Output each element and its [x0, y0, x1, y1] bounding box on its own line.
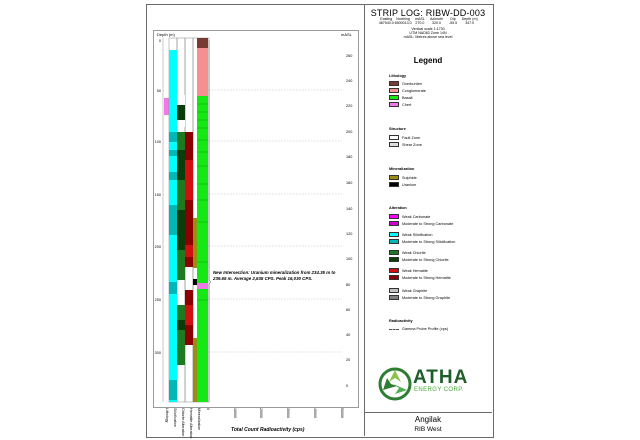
depth-tick: 0 [158, 39, 161, 43]
depth-tick: 50 [156, 89, 161, 93]
strong-graphite-swatch [389, 295, 399, 300]
annotation-line-2: 239.65 m. Average 2,635 CPS. Peak 16,030 CPS. [213, 276, 313, 281]
weak-graphite-swatch [389, 288, 399, 293]
collar-header: Easting [380, 17, 393, 21]
legend-item: Chert [389, 102, 411, 107]
strip-log-title: STRIP LOG: RIBW-DD-003 [370, 8, 486, 18]
column-label-lithology: Lithology [165, 408, 169, 423]
collar-notes [368, 27, 488, 40]
weak-carbonate-swatch [389, 214, 399, 219]
depth-tick: 200 [154, 245, 161, 249]
strong-chlorite-swatch [389, 257, 399, 262]
chert-swatch [389, 102, 399, 107]
legend-item: Moderate to Strong Chlorite [389, 257, 449, 262]
gamma-profile-line [209, 40, 211, 402]
annotation-line-1: New Intersection: Uranium mineralization from 234.35 m to [213, 270, 336, 275]
legend-item: Weak Chlorite [389, 250, 426, 255]
legend-item: Weak Carbonate [389, 214, 430, 219]
legend-radioactivity-heading: Radioactivity [389, 319, 413, 323]
masl-tick: 100 [346, 257, 353, 261]
x-tick: 50000 [340, 408, 344, 418]
legend-item: Moderate to Strong Silicification [389, 239, 455, 244]
collar-value: 487540.0 [378, 21, 394, 25]
legend-item: Weak Silicification [389, 232, 433, 237]
legend-item: Weak Graphite [389, 288, 427, 293]
weak-chlorite-swatch [389, 250, 399, 255]
scale-note: Vertical scale 1:1730 [411, 27, 445, 31]
x-tick: 30000 [286, 408, 290, 418]
project-subtitle: RIB West [414, 426, 442, 433]
strong-carbonate-swatch [389, 221, 399, 226]
legend-item: Sulphide [389, 175, 417, 180]
fault-zone-swatch [389, 135, 399, 140]
conglomerate-swatch [389, 88, 399, 93]
masl-tick: 140 [346, 207, 353, 211]
masl-tick: 260 [346, 54, 353, 58]
masl-tick: 80 [346, 283, 351, 287]
x-tick: 40000 [313, 408, 317, 418]
masl-tick: 40 [346, 333, 351, 337]
shear-zone-swatch [389, 142, 399, 147]
silicification-column [169, 50, 177, 402]
legend-lithology-heading: Lithology [389, 74, 407, 78]
uranium-swatch [389, 182, 399, 187]
legend-item: Gamma Probe Profile (cps) [389, 327, 448, 331]
hematite-column [185, 132, 193, 345]
depth-axis-label: Depth (m) [157, 32, 175, 37]
legend-item: Basalt [389, 95, 413, 100]
gamma-line-swatch [389, 329, 399, 330]
masl-tick: 120 [346, 232, 353, 236]
legend-item: Shear Zone [389, 142, 422, 147]
collar-header: mASL [414, 17, 425, 21]
project-title: Angilak [414, 415, 442, 424]
basalt-swatch [389, 95, 399, 100]
legend-item: Moderate to Strong Hematite [389, 275, 451, 280]
legend-item: Uranium [389, 182, 416, 187]
weak-silicification-swatch [389, 232, 399, 237]
collar-value: 347.0 [465, 21, 475, 25]
legend-item: Overburden [389, 81, 422, 86]
legend-mineralization-heading: Mineralization [389, 167, 415, 171]
masl-tick: 160 [346, 181, 353, 185]
masl-tick: 180 [346, 155, 353, 159]
legend-alteration-heading: Alteration [389, 206, 407, 210]
x-tick: 10000 [233, 408, 237, 418]
masl-tick: 200 [346, 130, 353, 134]
x-axis-label: Total Count Radioactivity (cps) [231, 427, 305, 433]
masl-tick: 220 [346, 104, 353, 108]
masl-note: mASL: Metres above sea level [403, 35, 453, 40]
x-tick: 20000 [259, 408, 263, 418]
collar-header: Depth (m) [461, 17, 478, 21]
collar-value: 270.0 [415, 21, 425, 25]
legend-title: Legend [413, 56, 443, 65]
masl-axis-label: mASL [341, 32, 352, 37]
column-label-mineralization: Mineralization [197, 408, 201, 431]
depth-tick: 250 [154, 298, 161, 302]
legend-item: Moderate to Strong Carbonate [389, 221, 453, 226]
column-label-silicification: Silicification [173, 408, 177, 427]
legend-structure-heading: Structure [389, 127, 406, 131]
masl-tick: 60 [346, 308, 351, 312]
depth-tick: 300 [154, 351, 161, 355]
sulphide-swatch [389, 175, 399, 180]
weak-hematite-swatch [389, 268, 399, 273]
column-label-hematite: Hematite Alteration [189, 408, 193, 439]
collar-header: Azimuth [430, 17, 443, 21]
depth-tick: 150 [154, 193, 161, 197]
legend-item: Fault Zone [389, 135, 420, 140]
legend-item: Weak Hematite [389, 268, 428, 273]
logo-subtitle: ENERGY CORP. [414, 387, 464, 393]
collar-header: Northing [396, 17, 410, 21]
masl-tick: 240 [346, 79, 353, 83]
chlorite-column [177, 95, 185, 365]
masl-tick: 0 [346, 384, 349, 388]
collar-value: 6500013.0 [394, 21, 412, 25]
strong-hematite-swatch [389, 275, 399, 280]
lithology-column [197, 38, 208, 402]
x-tick-zero: 0 [206, 408, 210, 410]
depth-tick: 100 [154, 140, 161, 144]
projection-note: UTM NAD83 Zone 14N [409, 31, 447, 36]
collar-table [378, 17, 478, 25]
overburden-swatch [389, 81, 399, 86]
legend-item: Moderate to Strong Graphite [389, 295, 450, 300]
collar-value: -55.5 [448, 21, 458, 25]
column-label-chlorite: Chlorite Alteration [181, 408, 185, 437]
collar-header: Dip [450, 17, 456, 21]
chert-marker [164, 98, 169, 115]
legend-item: Conglomerate [389, 88, 426, 93]
strong-silicification-swatch [389, 239, 399, 244]
masl-tick: 20 [346, 358, 351, 362]
logo-name: ATHA [413, 367, 469, 388]
collar-value: 320.0 [431, 21, 441, 25]
